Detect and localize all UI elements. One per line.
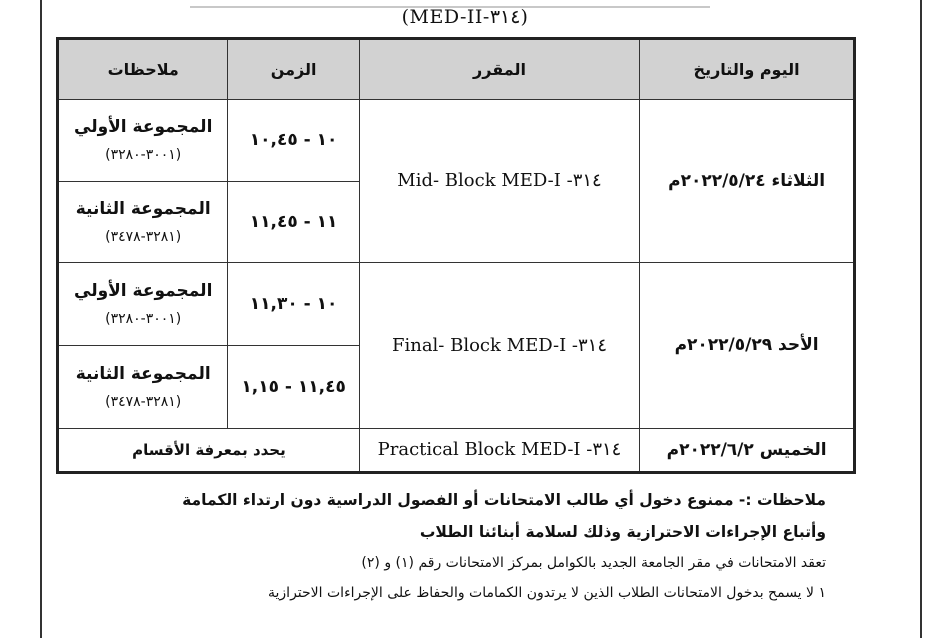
group-name: المجموعة الأولي [74, 117, 213, 138]
note-line: ملاحظات :- ممنوع دخول أي طالب الامتحانات أو الفصول الدراسية دون ارتداء الكمامة [182, 491, 826, 509]
table-header-row [58, 39, 855, 100]
merged-note-cell: يحدد بمعرفة الأقسام [58, 428, 360, 472]
group-cell [58, 345, 228, 428]
day-date-cell: الأحد ٢٠٢٢/٥/٢٩م [640, 263, 855, 429]
note-line: تعقد الامتحانات في مقر الجامعة الجديد بالكوامل بمركز الامتحانات رقم (١) و (٢) [361, 555, 826, 571]
course-cell: Practical Block MED-I -٣١٤ [359, 428, 639, 472]
table-row [58, 99, 855, 182]
group-name: المجموعة الأولي [74, 280, 213, 301]
note-line: ١ لا يسمح بدخول الامتحانات الطلاب الذين لا يرتدون الكمامات والحفاظ على الإجراءات الاحترازية [268, 585, 826, 601]
group-range: (٣٢٨١-٣٤٧٨) [105, 229, 182, 246]
table-row [58, 263, 855, 346]
group-name: المجموعة الثانية [75, 363, 211, 384]
note-line: وأتباع الإجراءات الاحترازية وذلك لسلامة أبنائنا الطلاب [419, 523, 826, 541]
time-cell: ١١ - ١١,٤٥ [228, 182, 359, 263]
header-time: الزمن [228, 39, 359, 100]
group-range: (٣٠٠١-٣٢٨٠) [105, 310, 182, 327]
group-range: (٣٢٨١-٣٤٧٨) [105, 393, 182, 410]
header-day-date: اليوم والتاريخ [640, 39, 855, 100]
course-cell: Final- Block MED-I -٣١٤ [359, 263, 639, 429]
course-code: (MED-II-٣١٤) [401, 6, 529, 28]
day-date-cell: الخميس ٢٠٢٢/٦/٢م [640, 428, 855, 472]
header-notes: ملاحظات [58, 39, 228, 100]
table-row [58, 428, 855, 472]
exam-schedule-table [56, 37, 856, 474]
time-cell: ١٠ - ١٠,٤٥ [228, 99, 359, 182]
header-course: المقرر [359, 39, 639, 100]
group-cell [58, 263, 228, 346]
day-date-cell: الثلاثاء ٢٠٢٢/٥/٢٤م [640, 99, 855, 262]
group-cell [58, 99, 228, 182]
group-range: (٣٠٠١-٣٢٨٠) [105, 147, 182, 164]
group-name: المجموعة الثانية [75, 199, 211, 220]
notes-section [66, 484, 826, 608]
time-cell: ١٠ - ١١,٣٠ [228, 263, 359, 346]
group-cell [58, 182, 228, 263]
time-cell: ١١,٤٥ - ١,١٥ [228, 345, 359, 428]
course-cell: Mid- Block MED-I -٣١٤ [359, 99, 639, 262]
